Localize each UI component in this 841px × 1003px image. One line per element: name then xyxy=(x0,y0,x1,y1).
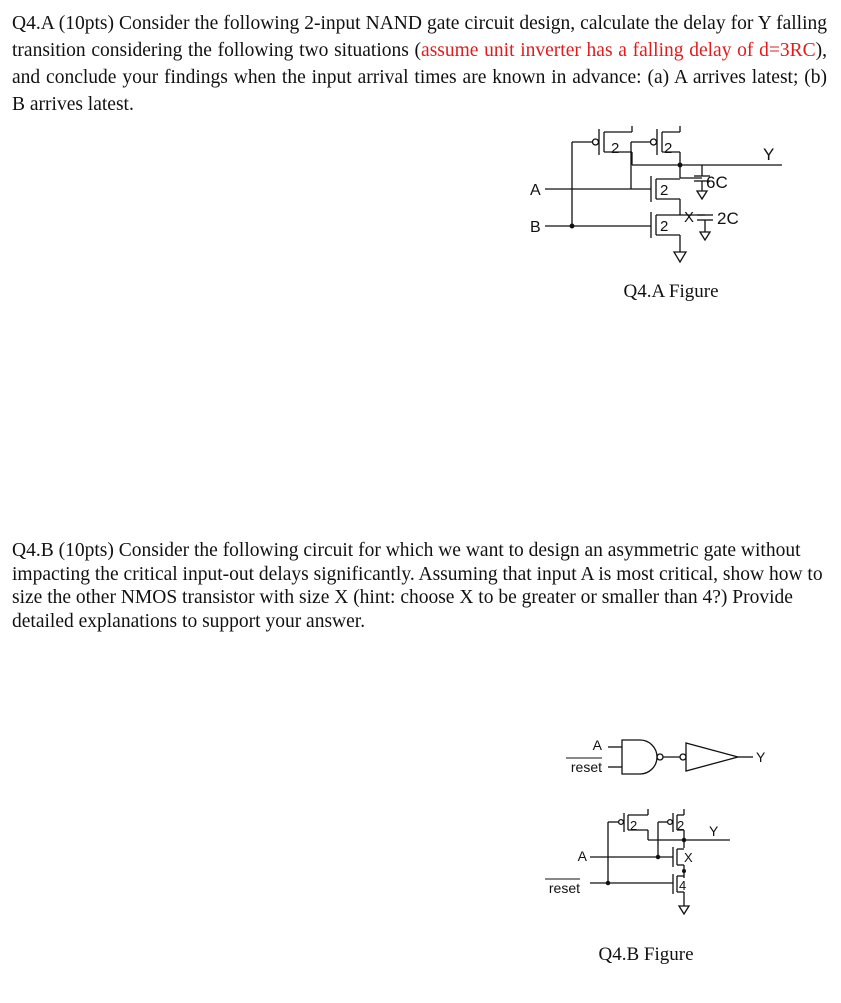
q4b-input-a: A xyxy=(577,848,587,864)
q4a-text-part2: ), and conclude your findings when the input arrival times are known in advance: (a) A arrives latest; (b) B arrives latest. xyxy=(12,40,827,115)
q4b-nmos-top-size: X xyxy=(684,850,693,865)
q4b-gate-output: Y xyxy=(756,749,766,765)
q4b-nmos-bottom-size: 4 xyxy=(679,878,687,893)
q4a-figure-caption: Q4.A Figure xyxy=(623,281,719,302)
q4b-nmos-bottom xyxy=(590,874,687,906)
q4b-output-wire xyxy=(648,838,730,848)
q4b-pmos-left xyxy=(608,809,648,883)
q4b-pmos-right-size: 2 xyxy=(677,818,685,833)
q4b-input-reset: reset xyxy=(548,880,580,896)
q4b-pmos-left-size: 2 xyxy=(630,818,638,833)
q4a-pmos-right-size: 2 xyxy=(664,140,673,157)
q4a-cap-y-label: 6C xyxy=(706,173,728,192)
q4a-output-label: Y xyxy=(763,145,775,164)
q4b-question: Q4.B (10pts) Consider the following circuit for which we want to design an asymmetric gate without impacting the critical input-out delays significantly. Assuming that input A is most critical, show how to size the other NMOS transistor with size X (hint: choose X to be greater or smaller than 4?) Provide detailed explanations to support your answer. xyxy=(12,540,823,632)
q4b-pmos-right xyxy=(658,809,684,857)
q4b-output-label: Y xyxy=(709,823,719,839)
q4b-node xyxy=(682,869,686,873)
q4a-nmos-bottom-size: 2 xyxy=(660,218,669,235)
q4b-gate-input-a: A xyxy=(592,737,602,753)
q4a-input-a: A xyxy=(530,182,541,199)
q4b-gate-diagram xyxy=(608,740,753,774)
q4a-cap-x-label: 2C xyxy=(717,209,739,228)
q4a-node-x-label: X xyxy=(684,209,695,226)
q4b-figure-caption: Q4.B Figure xyxy=(598,944,694,965)
q4b-ground-icon xyxy=(679,906,689,914)
q4a-highlight: assume unit inverter has a falling delay of d=3RC xyxy=(421,40,816,61)
q4a-text-part1: Q4.A (10pts) Consider the following 2-input NAND gate circuit design, calculate the delay for Y falling transition considering the following two situations ( xyxy=(12,13,827,61)
q4a-input-b: B xyxy=(530,219,541,236)
q4b-nmos-top xyxy=(590,847,684,878)
q4b-gate-input-reset: reset xyxy=(570,759,602,775)
q4a-nmos-top-size: 2 xyxy=(660,182,669,199)
q4a-pmos-left-size: 2 xyxy=(611,140,620,157)
